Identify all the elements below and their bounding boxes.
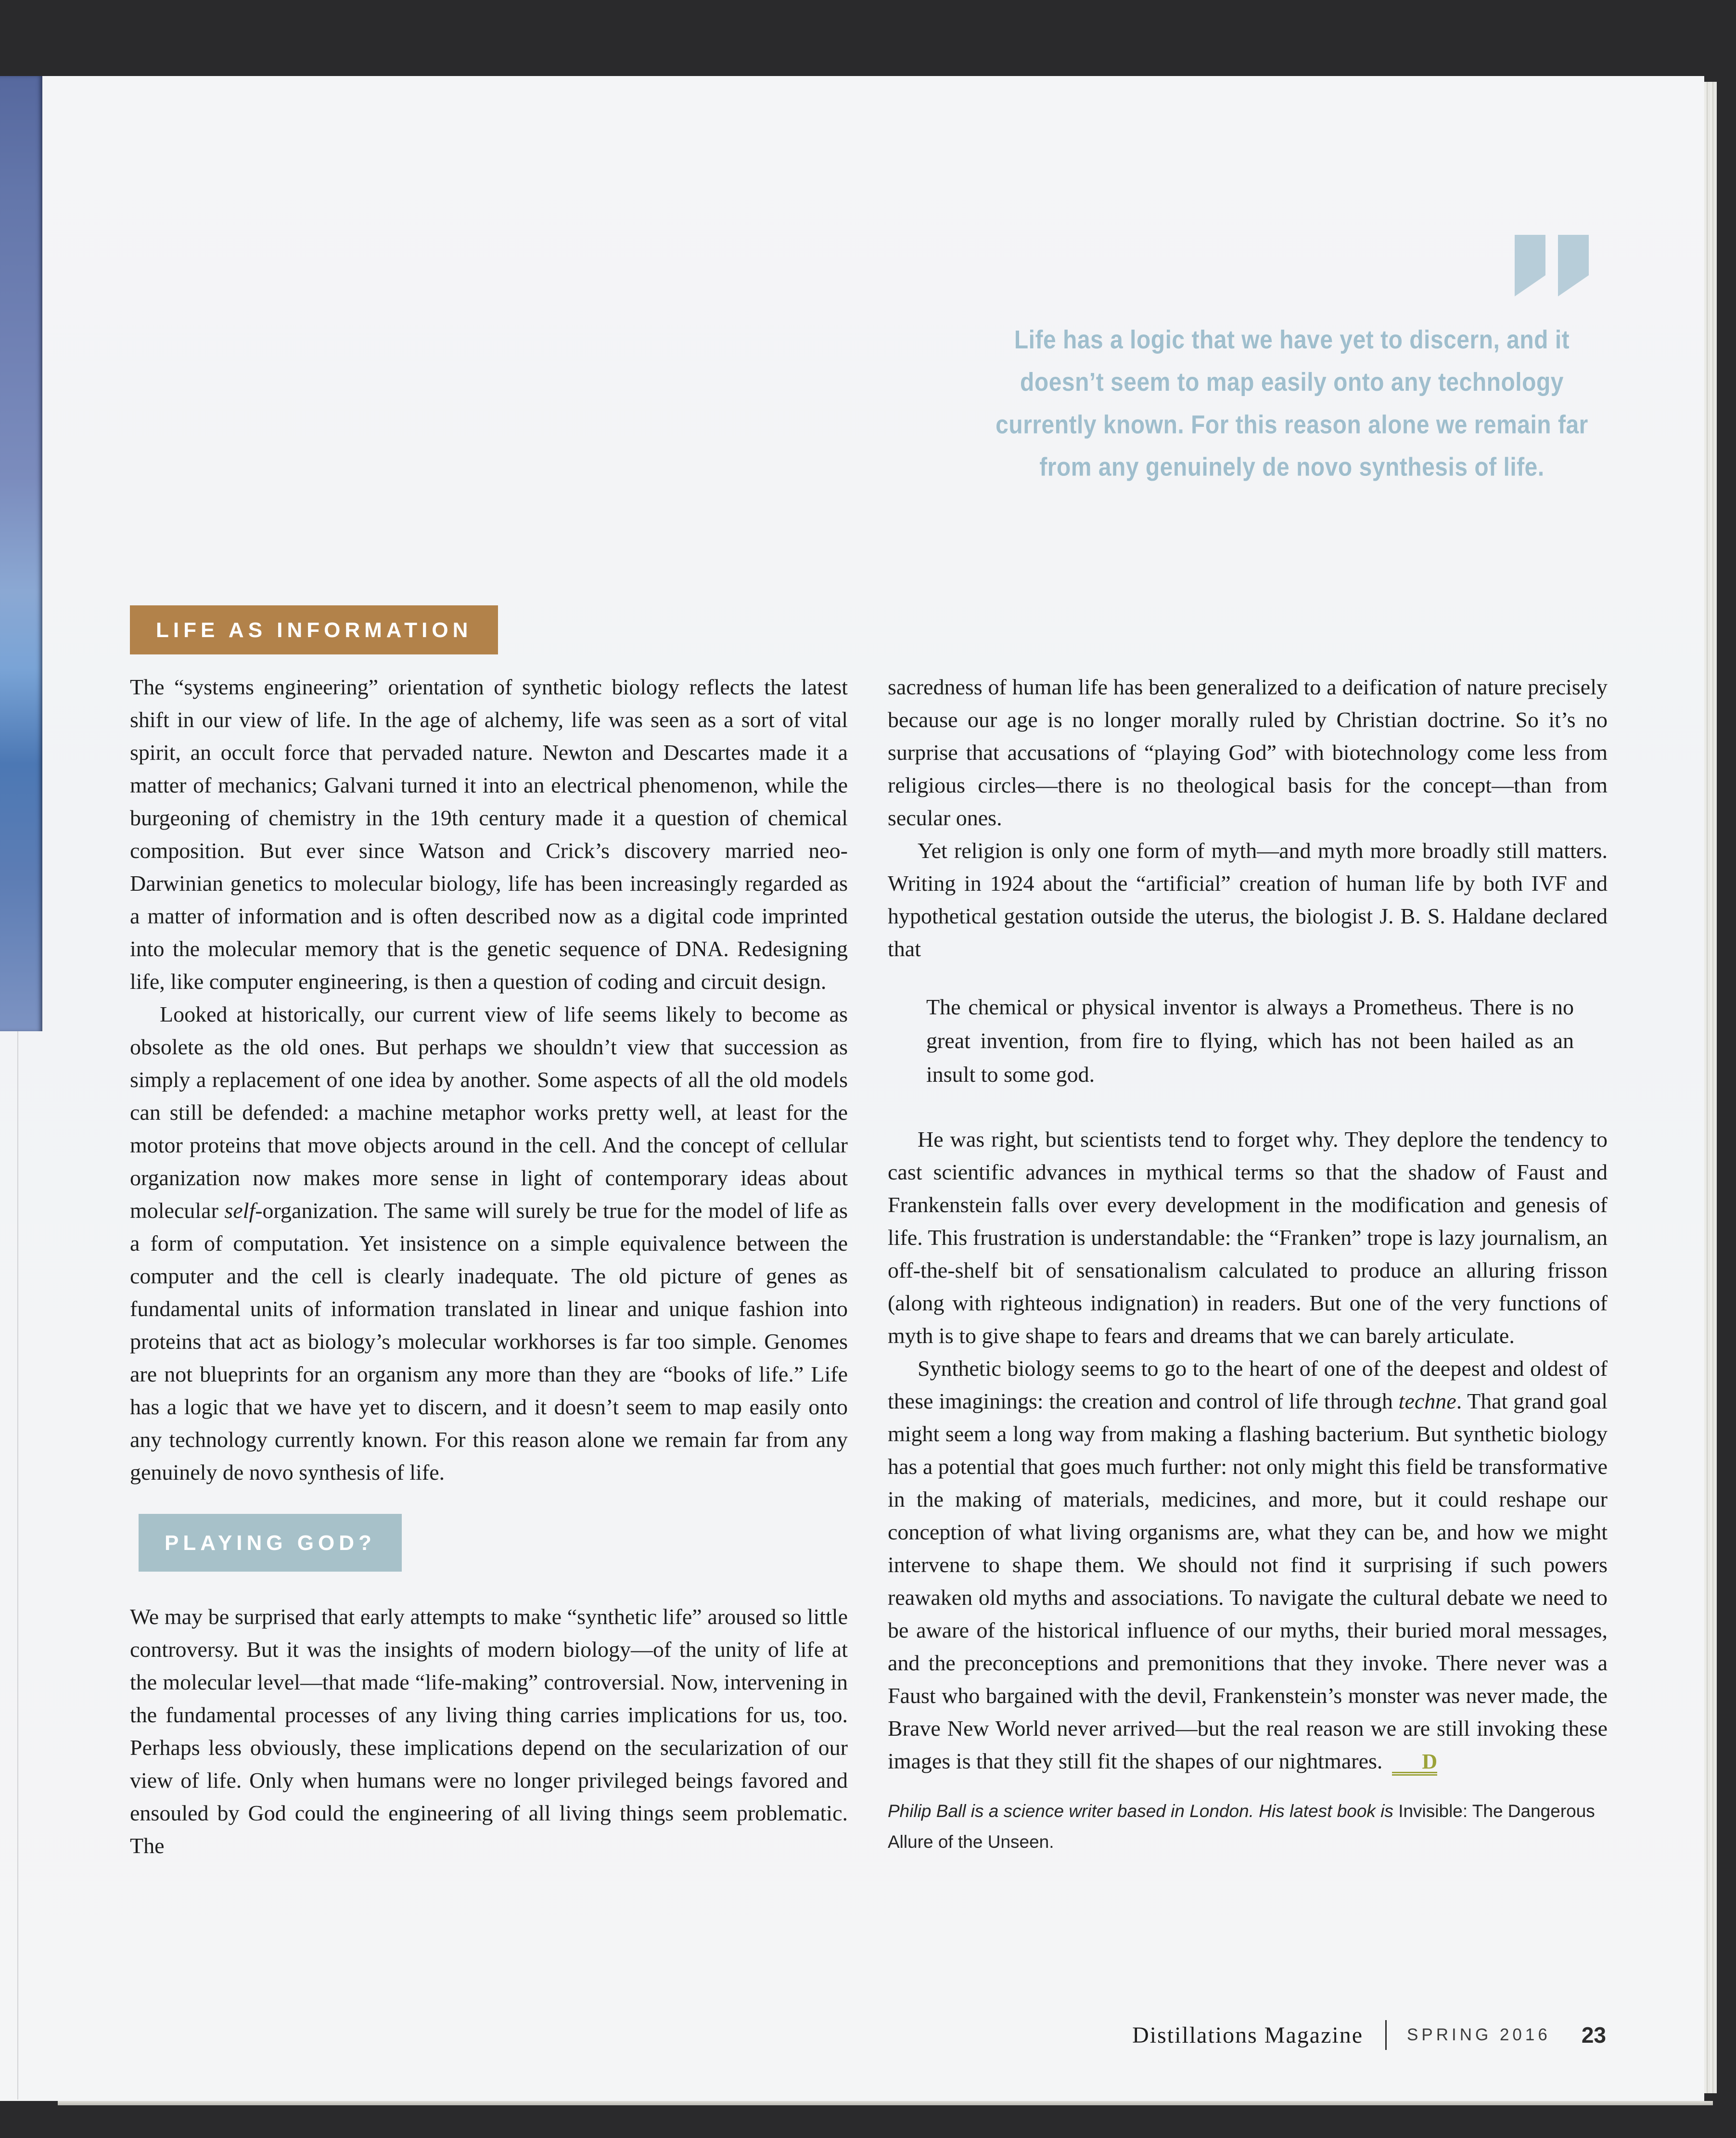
pull-quote: Life has a logic that we have yet to discern, and it doesn’t seem to map easily onto any technology currently known. For this reason alone we remain far from any genuinely de novo synthesis of life. [996, 325, 1588, 482]
paragraph: He was right, but scientists tend to forget why. They deplore the tendency to cast scientific advances in mythical terms so that the shadow of Faust and Frankenstein falls over every development in the modification and genesis of life. This frustration is understandable: the “Franken” trope is lazy journalism, an off-the-shelf bit of sensationalism calculated to produce an alluring frisson (along with righteous indignation) in readers. But one of the very functions of myth is to give shape to fears and dreams that we can barely articulate. [888, 1127, 1608, 1348]
right-column [888, 671, 1608, 1857]
magazine-name: Distillations Magazine [1132, 2022, 1364, 2048]
page-stack-edge-bottom [58, 2101, 1713, 2105]
issue-season: SPRING 2016 [1407, 2025, 1551, 2044]
paragraph: We may be surprised that early attempts to make “synthetic life” aroused so little controversy. But it was the insights of modern biology—of the unity of life at the molecular level—that made “life-making” controversial. Now, intervening in the fundamental processes of any living thing carries implications for us, too. Perhaps less obviously, these implications depend on the secularization of our view of life. Only when humans were no longer privileged beings favored and ensouled by God could the engineering of all living things seem problematic. The [130, 1604, 848, 1858]
end-of-article-mark: D [1392, 1752, 1437, 1776]
author-bio-italic: Philip Ball is a science writer based in London. His latest book is [888, 1801, 1399, 1821]
page-footer [0, 2020, 1606, 2050]
page-stack-edge-right [1704, 82, 1717, 2093]
section-badge-label: LIFE AS INFORMATION [156, 618, 472, 642]
page-number: 23 [1581, 2023, 1606, 2048]
magazine-page [0, 76, 1704, 2101]
block-quote: The chemical or physical inventor is always a Prometheus. There is no great invention, from fire to flying, which has not been hailed as an insult to some god. [926, 995, 1574, 1087]
footer-divider [1385, 2020, 1387, 2050]
paragraph: The “systems engineering” orientation of synthetic biology reflects the latest shift in our view of life. In the age of alchemy, life was seen as a sort of vital spirit, an occult force that pervaded nature. Newton and Descartes made it a matter of mechanics; Galvani turned it into an electrical phenomenon, while the burgeoning of chemistry in the 19th century made it a question of chemical composition. But ever since Watson and Crick’s discovery married neo-Darwinian genetics to molecular biology, life has been increasingly regarded as a matter of information and is often described now as a digital code imprinted into the molecular memory that is the genetic sequence of DNA. Redesigning life, like computer engineering, is then a question of coding and circuit design. [130, 675, 848, 994]
section-badge-label: PLAYING GOD? [165, 1531, 376, 1555]
author-bio-book-title: Invisible: The Dangerous Allure of the Unseen. [888, 1801, 1595, 1852]
paragraph: sacredness of human life has been generalized to a deification of nature precisely because our age is no longer morally ruled by Christian doctrine. So it’s no surprise that accusations of “playing God” with biotechnology come less from religious circles—there is no theological basis for the concept—than from secular ones. [888, 675, 1608, 830]
paragraph: Yet religion is only one form of myth—and myth more broadly still matters. Writing in 1924 about the “artificial” creation of human life by both IVF and hypothetical gestation outside the uterus, the biologist J. B. S. Haldane declared that [888, 838, 1608, 961]
paragraph [888, 1352, 1608, 1778]
paragraph-text: Looked at historically, our current view of life seems likely to become as obsolete as the old ones. But perhaps we shouldn’t view that succession as simply a replacement of one idea by another. Some aspects of all the old models can still be defended: a machine metaphor works pretty well, at least for the motor proteins that move objects around in the cell. And the concept of cellular organization now makes more sense in light of contemporary ideas about molecular [130, 1002, 848, 1223]
paragraph-text: organization. The same will surely be true for the model of life as a form of computation. Yet insistence on a simple equivalence between the computer and the cell is clearly inadequate. The old picture of genes as fundamental units of information translated in linear and unique fashion into proteins that act as biology’s molecular workhorses is far too simple. Genomes are not blueprints for an organism any more than they are “books of life.” Life has a logic that we have yet to discern, and it doesn’t seem to map easily onto any technology currently known. For this reason alone we remain far from any genuinely de novo synthesis of life. [130, 1198, 848, 1485]
left-column [130, 671, 848, 1862]
italic-word: techne [1398, 1389, 1456, 1413]
paragraph-text: . That grand goal might seem a long way from making a flashing bacterium. But synthetic biology has a potential that goes much further: not only might this field be transformative in the making of materials, medicines, and more, but it could reshape our conception of what living organisms are, what they can be, and how we might intervene to shape them. We should not find it surprising if such powers reawaken old myths and associations. To navigate the cultural debate we need to be aware of the historical influence of our myths, their buried moral messages, and the preconceptions and premonitions that they invoke. There never was a Faust who bargained with the devil, Frankenstein’s monster was never made, the Brave New World never arrived—but the real reason we are still invoking these images is that they still fit the shapes of our nightmares. [888, 1389, 1608, 1773]
paragraph [130, 998, 848, 1489]
author-bio [888, 1796, 1608, 1857]
section-badge-playing-god [139, 1514, 402, 1572]
italic-word: self- [224, 1198, 263, 1223]
adjacent-page-photo-edge [0, 76, 42, 1031]
section-badge-life-as-information [130, 605, 498, 654]
quotation-mark-icon [1515, 235, 1590, 296]
paragraph-text: Synthetic biology seems to go to the heart of one of the deepest and oldest of these imaginings: the creation and control of life through [888, 1356, 1608, 1413]
page-crease-line [17, 1031, 18, 2100]
